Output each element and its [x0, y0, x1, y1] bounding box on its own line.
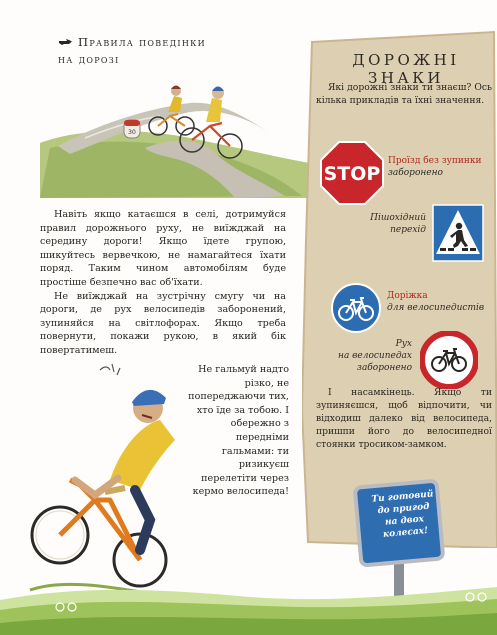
stop-label-part1: Проїзд без зупинки [388, 156, 482, 166]
no-bicycles-icon [420, 331, 478, 389]
bicycle-lane-icon [330, 282, 382, 334]
no-bikes-label-line3: заборонено [357, 363, 412, 373]
panel-title: ДОРОЖНІ ЗНАКИ [352, 51, 460, 87]
no-bikes-label-line1: Рух [395, 339, 412, 349]
section-heading [58, 34, 258, 68]
stop-sign-label [388, 155, 493, 179]
signpost-line2: до пригод [377, 501, 430, 517]
grass-border-decoration [0, 575, 497, 635]
cyclists-on-road-illustration [40, 68, 310, 198]
heading-line2: на дорозі [58, 52, 120, 66]
panel-outro [316, 386, 492, 451]
no-bicycles-label [326, 338, 412, 374]
stop-sign-icon [319, 140, 385, 206]
crossing-label-line1: Пішохідний [370, 213, 426, 223]
body-paragraph-2: Не виїжджай на зустрічну смугу чи на дороги, де рух велосипедів заборонений, зупиняйся на світлофорах. Якщо треба повернути, покажи рукою, в який бік повертатимеш. [40, 290, 286, 356]
body-text [40, 208, 286, 358]
cyclist-braking-illustration [0, 360, 210, 595]
milestone [124, 120, 140, 138]
milestone-number: 30 [128, 129, 136, 136]
body-paragraph-1: Навіть якщо катаєшся в селі, дотримуйся правил дорожнього руху, не виїжджай на середину дороги! Якщо їдете групою, шикуйтесь вервечкою, не намагайтеся їхати поряд. Таким чином автомобілям буде простіше безпечно вас об'їхати. [40, 209, 286, 288]
signpost-text [368, 488, 440, 542]
stop-label-part2: заборонено [388, 168, 443, 178]
bicycle-lane-label [387, 290, 495, 314]
pedestrian-crossing-label [350, 212, 426, 236]
signpost-line1: Ти готовий [371, 489, 434, 505]
signpost-line4: колесах! [382, 525, 429, 540]
crossing-label-line2: перехід [390, 225, 426, 235]
heading-line1: Правила поведінки [78, 35, 206, 49]
signpost-line3: на двох [384, 514, 425, 528]
bike-lane-label-part1: Доріжка [387, 291, 428, 301]
stop-sign-text: STOP [323, 163, 381, 185]
panel-intro [316, 82, 492, 108]
pointing-hand-icon [58, 34, 74, 51]
body-paragraph-3: Не гальмуй надто різко, не попереджаючи тих, хто їде за тобою. І обережно з передніми гальмами: ти ризикуєш перелетіти через кермо велосипеда! [188, 364, 289, 498]
pedestrian-crossing-icon [432, 204, 484, 262]
bike-lane-label-part2: для велосипедистів [387, 303, 485, 313]
no-bikes-label-line2: на велосипедах [338, 351, 412, 361]
panel-outro-text: І насамкінець. Якщо ти зупиняєшся, щоб відпочити, чи відходиш далеко від велосипеда, пришпи його до велосипедної стоянки тросиком-замком. [316, 387, 492, 450]
panel-intro-text: Які дорожні знаки ти знаєш? Ось кілька прикладів та їхні значення. [316, 82, 492, 106]
